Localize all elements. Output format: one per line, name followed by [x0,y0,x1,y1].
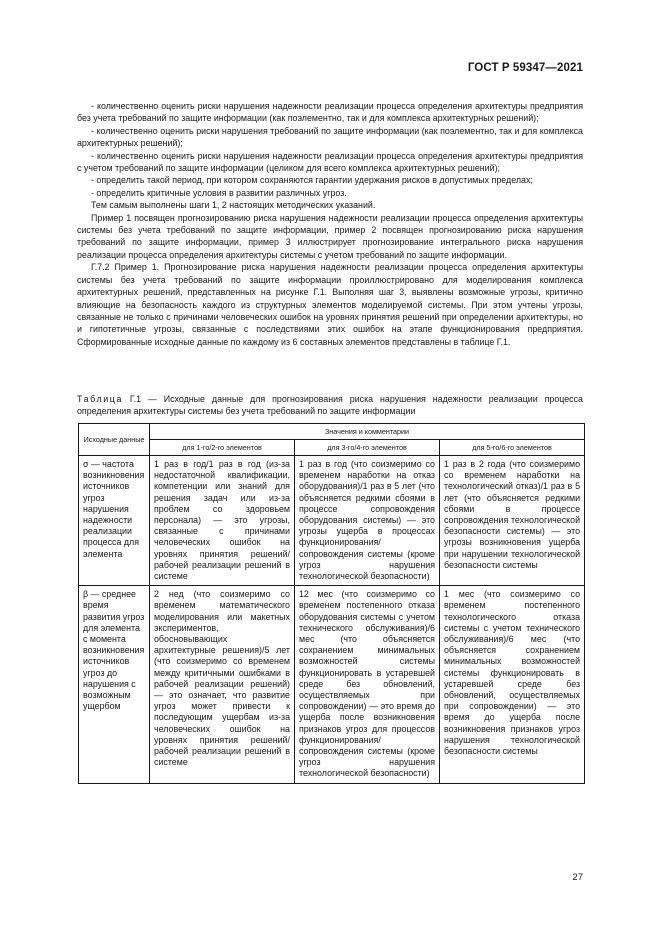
table-row [79,456,585,586]
table-caption [77,393,583,418]
data-table [78,423,585,784]
cell-col-1-2: 2 нед (что соизмеримо со временем математического моделирования или макетных экспериментов, обосновывающих архитектурные решения)/5 лет (что соизмеримо со временем между критичными ошибками в рабочей реализации решений) — это означает, что развитие угроз может привести к последующим ущербам из-за человеческих ошибок на уровнях принятия решений/рабочей реализации решений в системе [150,586,295,783]
paragraph: - определить критичные условия в развитии различных угроз. [91,187,347,198]
header-initial-data: Исходные данные [79,424,150,456]
standard-number: ГОСТ Р 59347—2021 [467,62,583,74]
table-caption-text: Г.1 — Исходные данные для прогнозирования риска нарушения надежности реализации процесса определения архитектуры системы без учета требований по защите информации [77,394,583,417]
paragraph: - количественно оценить риски нарушения надежности реализации процесса определения архитектуры предприятия без учета требований по защите информации (как поэлементно, так и для комплекса архитектурных решений); [77,101,583,124]
header-values-comments: Значения и комментарии [150,424,585,440]
paragraph: Г.7.2 Пример 1. Прогнозирование риска нарушения надежности реализации процесса определения архитектуры системы без учета требований по защите информации проиллюстрировано для моделирования комплекса архитектурных решений, представленных на рисунке Г.1. Выполняя шаг 3, выявлены возможные угрозы, критично влияющие на безопасность каждого из структурных элементов моделируемой системы. При этом учтены угрозы, связанные не только с причинами человеческих ошибок на уровнях принятия решений при определении архитектуры, но и гипотетичные угрозы, связанные с последствиями этих ошибок на этапе функционирования предприятия. Сформированные исходные данные по каждому из 6 составных элементов представлены в таблице Г.1. [77,262,583,347]
table-caption-label: Таблица [77,394,123,404]
cell-col-3-4: 1 раз в год (что соизмеримо со временем наработки на отказ оборудования)/1 раз в 5 лет (что объясняется редкими сбоями в процессе сопровождения оборудования системы) — это угрозы ущерба в процессах функционирования/сопровождения системы (кроме угроз нарушения технологической безопасности) [295,456,440,586]
paragraph: - определить такой период, при котором сохраняются гарантии удержания рисков в допустимых пределах; [91,175,533,186]
header-col-1-2: для 1-го/2-го элементов [150,440,295,456]
cell-col-5-6: 1 мес (что соизмеримо со временем постепенного технологического отказа системы с учетом технического обслуживания)/6 мес (что объясняется сохранением минимальных возможностей системы функционировать в устаревшей среде без обновлений, осуществляемых при сопровождении) — это время до ущерба после возникновения признаков угроз нарушения технологической безопасности системы [440,586,585,783]
page-number: 27 [572,872,583,883]
table-row [79,586,585,783]
header-col-3-4: для 3-го/4-го элементов [295,440,440,456]
paragraph: - количественно оценить риски нарушения требований по защите информации (как поэлементно, так и для комплекса архитектурных решений); [77,125,583,149]
paragraph: Тем самым выполнены шаги 1, 2 настоящих методических указаний. [91,200,376,211]
row-parameter: β — среднее время развития угроз для элемента с момента возникновения источников угроз до нарушения с возможным ущербом [79,586,150,783]
paragraph: Пример 1 посвящен прогнозированию риска нарушения надежности реализации процесса определения архитектуры системы без учета требований по защите информации, пример 2 посвящен прогнозированию риска нарушения требований по защите информации, пример 3 иллюстрирует прогнозирование интегрального риска нарушения реализации процесса определения архитектуры системы с учетом требований по защите информации. [77,212,583,260]
header-col-5-6: для 5-го/6-го элементов [440,440,585,456]
row-parameter: σ — частота возникновения источников угроз нарушения надежности реализации процесса для элемента [79,456,150,586]
body-text [77,100,583,348]
cell-col-1-2: 1 раз в год/1 раз в год (из-за недостаточной квалификации, компетенции или знаний для решения задач или из-за проблем со здоровьем персонала) — это угрозы, связанные с причинами человеческих ошибок на уровнях принятия решений/рабочей реализации решений в системе [150,456,295,586]
cell-col-5-6: 1 раз в 2 года (что соизмеримо со временем наработки на технологический отказ)/1 раз в 5 лет (что объясняется редкими сбоями в процессе сопровождения технологической безопасности системы) — это угрозы возникновения ущерба при нарушении технологической безопасности системы [440,456,585,586]
cell-col-3-4: 12 мес (что соизмеримо со временем постепенного отказа оборудования системы с учетом технического обслуживания)/6 мес (что объясняется сохранением минимальных возможностей системы функционировать в устаревшей среде без обновлений, осуществляемых при сопровождении) — это время до ущерба после возникновения признаков угроз для процессов функционирования/сопровождения системы (кроме угроз нарушения технологической безопасности) [295,586,440,783]
paragraph: - количественно оценить риски нарушения надежности реализации процесса определения архитектуры предприятия с учетом требований по защите информации (целиком для всего комплекса архитектурных решений); [77,150,583,174]
